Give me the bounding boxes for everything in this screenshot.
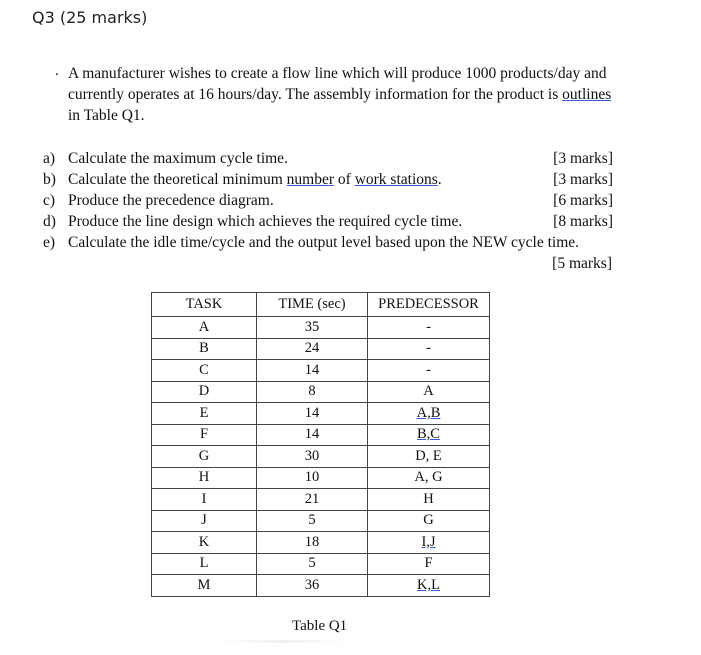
question-text: Produce the precedence diagram. [68, 192, 274, 209]
table-row [152, 532, 490, 554]
time-cell: 8 [257, 381, 368, 403]
question-marks: [8 marks] [553, 213, 613, 230]
task-cell: F [152, 424, 257, 446]
question-letter: a) [43, 150, 56, 167]
question-text-part: of [334, 171, 355, 188]
time-cell: 14 [257, 360, 368, 382]
time-cell: 24 [257, 338, 368, 360]
table-row [152, 360, 490, 382]
task-cell: E [152, 403, 257, 425]
task-cell: L [152, 553, 257, 575]
table-row [152, 338, 490, 360]
time-cell: 5 [257, 553, 368, 575]
intro-underlined-word: outlines [562, 86, 612, 103]
predecessor-cell: A [368, 381, 490, 403]
predecessor-value: A,B [416, 404, 441, 421]
question-marks: [3 marks] [553, 150, 613, 167]
question-marks: [6 marks] [553, 192, 613, 209]
intro-text-end: in Table Q1. [68, 107, 145, 124]
table-row [152, 489, 490, 511]
caption-shadow [218, 640, 348, 643]
predecessor-value: B,C [417, 426, 440, 443]
table-row [152, 510, 490, 532]
task-cell: I [152, 489, 257, 511]
question-text: Calculate the maximum cycle time. [68, 150, 288, 167]
header-time: TIME (sec) [257, 293, 368, 317]
predecessor-cell [368, 403, 490, 425]
predecessor-cell: D, E [368, 446, 490, 468]
predecessor-cell [368, 575, 490, 597]
predecessor-cell: F [368, 553, 490, 575]
predecessor-cell: - [368, 338, 490, 360]
table-row [152, 446, 490, 468]
intro-text: A manufacturer wishes to create a flow line which will produce 1000 products/day and currently operates at 16 hours/day. The assembly information for the product is [68, 65, 607, 103]
question-e-marks: [5 marks] [552, 255, 612, 272]
time-cell: 21 [257, 489, 368, 511]
time-cell: 14 [257, 424, 368, 446]
question-text-part: Calculate the theoretical minimum [68, 171, 287, 188]
question-text: Calculate the idle time/cycle and the output level based upon the NEW cycle time. [68, 234, 580, 251]
predecessor-cell [368, 532, 490, 554]
table-row [152, 424, 490, 446]
question-marks: [3 marks] [553, 171, 613, 188]
predecessor-cell: A, G [368, 467, 490, 489]
table-row [152, 553, 490, 575]
time-cell: 5 [257, 510, 368, 532]
table-header-row [152, 293, 490, 317]
question-header: Q3 (25 marks) [32, 8, 148, 27]
task-cell: M [152, 575, 257, 597]
table-row [152, 381, 490, 403]
time-cell: 18 [257, 532, 368, 554]
question-letter: b) [43, 171, 56, 188]
table-row [152, 467, 490, 489]
predecessor-value: K,L [417, 576, 440, 593]
task-cell: J [152, 510, 257, 532]
predecessor-cell [368, 424, 490, 446]
predecessor-cell: - [368, 360, 490, 382]
task-cell: A [152, 317, 257, 339]
time-cell: 14 [257, 403, 368, 425]
predecessor-cell: - [368, 317, 490, 339]
task-cell: G [152, 446, 257, 468]
question-text-part: . [437, 171, 442, 188]
time-cell: 30 [257, 446, 368, 468]
question-letter: e) [43, 234, 56, 251]
predecessor-cell: H [368, 489, 490, 511]
task-cell: K [152, 532, 257, 554]
task-table [151, 292, 490, 597]
question-letter: d) [43, 213, 56, 230]
intro-paragraph [68, 63, 628, 126]
table-row [152, 317, 490, 339]
header-predecessor: PREDECESSOR [368, 293, 490, 317]
task-cell: H [152, 467, 257, 489]
table-row [152, 403, 490, 425]
time-cell: 35 [257, 317, 368, 339]
task-cell: B [152, 338, 257, 360]
predecessor-cell: G [368, 510, 490, 532]
time-cell: 10 [257, 467, 368, 489]
table-row [152, 575, 490, 597]
underlined-work-stations: work stations [354, 171, 438, 188]
table-caption: Table Q1 [292, 618, 348, 634]
header-task: TASK [152, 293, 257, 317]
question-text [68, 169, 442, 190]
underlined-number: number [286, 171, 335, 188]
question-text: Produce the line design which achieves the required cycle time. [68, 213, 463, 230]
task-cell: D [152, 381, 257, 403]
predecessor-value: I,J [421, 533, 436, 550]
task-cell: C [152, 360, 257, 382]
question-letter: c) [43, 192, 56, 209]
intro-bullet: . [55, 63, 59, 79]
time-cell: 36 [257, 575, 368, 597]
